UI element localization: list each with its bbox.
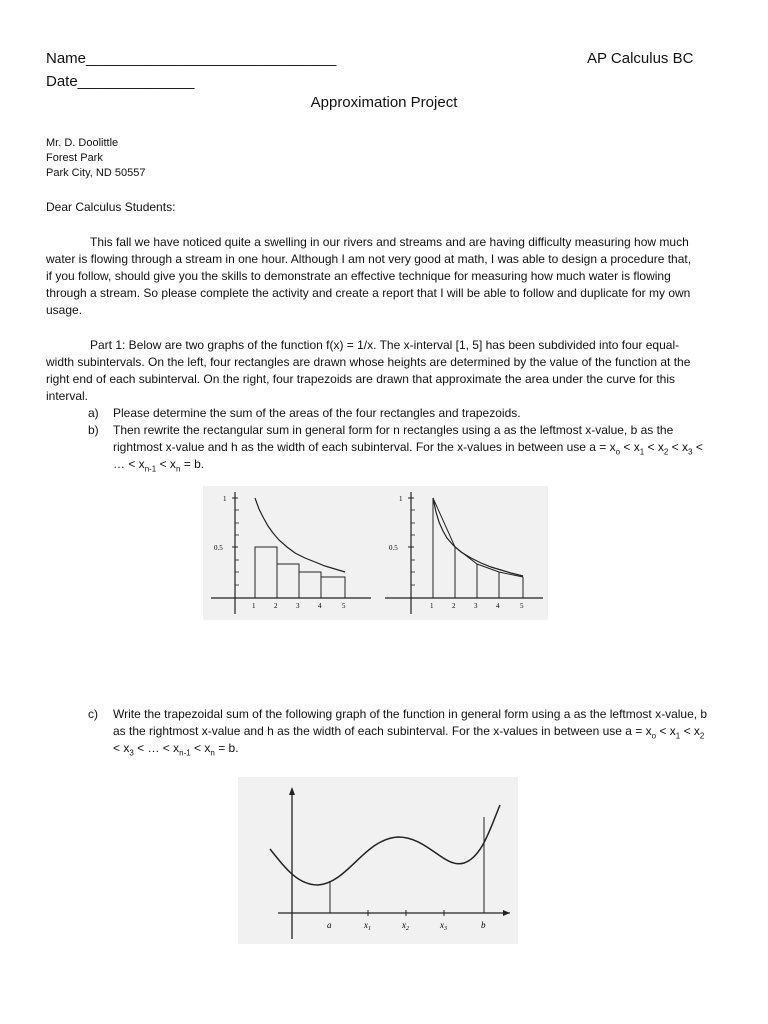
intro-paragraph: This fall we have noticed quite a swelling in our rivers and streams and are having difficulty measuring how much water is flowing through a stream in one hour. Although I am not very good at math, I was able to design a procedure that, if you follow, should give you the skills to demonstrate an effective technique for measuring how much water is flowing through a stream. So please complete the activity and create a report that I will be able to follow and duplicate for my own usage. — [46, 235, 692, 317]
y-axis-arrow — [289, 787, 295, 795]
x-tick-label: 4 — [318, 602, 322, 610]
y-tick-label-1: 1 — [223, 495, 227, 503]
x-tick-label: 1 — [252, 602, 256, 610]
x-label-b: b — [481, 920, 486, 930]
date-field: Date______________ — [46, 73, 195, 90]
ineq-part: = b. — [214, 741, 239, 755]
sub-n-1: n-1 — [144, 464, 157, 474]
graph-right-panel — [375, 486, 548, 620]
y-tick-label-05: 0.5 — [214, 544, 223, 552]
ineq-part: < x — [190, 741, 211, 755]
ineq-part: < x — [156, 457, 176, 471]
item-c-text — [113, 706, 708, 757]
x-tick-label: 2 — [452, 602, 456, 610]
x-tick-label: 1 — [430, 602, 434, 610]
graph-left-rectangles — [203, 486, 375, 620]
function-curve — [270, 805, 500, 885]
x-label-x3 — [439, 920, 447, 932]
ineq-part: < x — [113, 741, 130, 755]
address-line-1: Mr. D. Doolittle — [46, 137, 119, 149]
ineq-part: < … < x — [133, 741, 180, 755]
y-tick-label-05: 0.5 — [389, 544, 398, 552]
rectangle-2 — [277, 564, 299, 598]
sub-1: 1 — [639, 447, 645, 457]
x-tick-label: 4 — [496, 602, 500, 610]
item-b-label: b) — [88, 423, 99, 437]
sub-n: n — [175, 464, 181, 474]
item-c — [88, 706, 708, 761]
x-label-x2 — [401, 920, 409, 932]
x-label-x2-main: x — [402, 920, 406, 930]
address-line-3: Park City, ND 50557 — [46, 167, 146, 179]
item-b-text — [113, 422, 708, 473]
ineq-part: < … < x — [113, 440, 703, 471]
ineq-part: < x — [620, 440, 640, 454]
item-c-label: c) — [88, 707, 98, 721]
ineq-part: < x — [680, 724, 700, 738]
x-tick-label: 5 — [342, 602, 346, 610]
sub-3: 3 — [688, 447, 693, 457]
x-tick-label: 2 — [274, 602, 278, 610]
sub-2: 2 — [699, 731, 705, 741]
sub-o: o — [615, 447, 621, 457]
sub-n-1: n-1 — [179, 748, 191, 758]
salutation: Dear Calculus Students: — [46, 200, 176, 214]
rectangle-3 — [299, 572, 321, 598]
sub-1: 1 — [675, 731, 681, 741]
x-label-x2-sub: 2 — [406, 926, 409, 932]
x-label-x1-sub: 1 — [368, 926, 371, 932]
page-title: Approximation Project — [310, 94, 458, 111]
item-a-label: a) — [88, 406, 99, 420]
ineq-part: = b. — [180, 457, 205, 471]
x-label-x1-main: x — [364, 920, 368, 930]
sub-3: 3 — [129, 748, 134, 758]
x-axis-arrow — [503, 910, 510, 916]
part1-paragraph: Part 1: Below are two graphs of the function f(x) = 1/x. The x-interval [1, 5] has been subdivided into four equal-width subintervals. On the left, four rectangles are drawn whose heights are determined by the value of the function at the right end of each subinterval. On the right, four trapezoids are drawn that approximate the area under the curve for this interval. — [46, 338, 691, 403]
item-c-body: Write the trapezoidal sum of the following graph of the function in general form using a as the leftmost x-value, b as the rightmost x-value and h as the width of each subinterval. For the x-values in between use a = x — [113, 707, 708, 738]
graph-general-trapezoidal — [238, 777, 518, 944]
ineq-part: < x — [656, 724, 676, 738]
x-label-x1 — [363, 920, 371, 932]
x-tick-label: 3 — [474, 602, 478, 610]
ineq-part: < x — [644, 440, 664, 454]
graph-left-panel — [203, 486, 375, 620]
item-b — [88, 422, 708, 482]
x-label-a: a — [327, 920, 332, 930]
graph-bottom-panel — [238, 777, 518, 944]
rectangle-1 — [255, 547, 277, 598]
sub-2: 2 — [663, 447, 669, 457]
rectangle-4 — [321, 577, 345, 598]
graph-right-trapezoids — [375, 486, 548, 620]
curve-1-over-x — [255, 498, 345, 572]
item-a — [88, 405, 708, 422]
name-field: Name______________________________ — [46, 50, 337, 67]
y-tick-label-1: 1 — [399, 495, 403, 503]
ineq-part: < x — [668, 440, 689, 454]
x-tick-label: 5 — [520, 602, 524, 610]
address-line-2: Forest Park — [46, 152, 103, 164]
sub-n: n — [210, 748, 215, 758]
x-label-x3-main: x — [440, 920, 444, 930]
item-a-text: Please determine the sum of the areas of the four rectangles and trapezoids. — [113, 406, 521, 420]
course-title: AP Calculus BC — [587, 50, 694, 67]
item-b-body: Then rewrite the rectangular sum in general form for n rectangles using a as the leftmost x-value, b as the rightmost x-value and h as the width of each subinterval. For the x-values in between use a = x — [113, 423, 674, 454]
x-tick-label: 3 — [296, 602, 300, 610]
sub-o: o — [651, 731, 657, 741]
x-label-x3-sub: 3 — [444, 926, 447, 932]
